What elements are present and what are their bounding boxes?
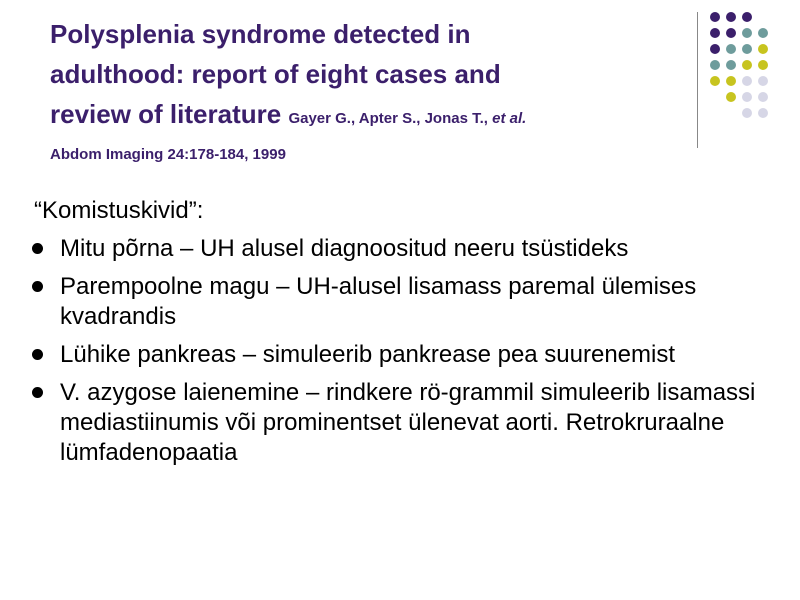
- bullet-dot-icon: [32, 349, 43, 360]
- decorative-dot: [758, 92, 768, 102]
- decorative-dot: [710, 76, 720, 86]
- decorative-dot: [758, 28, 768, 38]
- slide-title: [50, 14, 690, 167]
- bullet-text: Mitu põrna – UH alusel diagnoositud neeru tsüstideks: [60, 235, 629, 262]
- bullet-dot-icon: [32, 281, 43, 292]
- decorative-dot: [726, 92, 736, 102]
- journal-reference: Abdom Imaging 24:178-184, 1999: [50, 146, 286, 163]
- decorative-dot: [742, 60, 752, 70]
- decorative-dot: [742, 28, 752, 38]
- decorative-dot: [726, 12, 736, 22]
- decorative-dot: [726, 60, 736, 70]
- decorative-dot: [726, 28, 736, 38]
- bullet-text: V. azygose laienemine – rindkere rö-grammil simuleerib lisamassi mediastiinumis või prominentset ülenevat aorti. Retrokruraalne lümfadenopaatia: [60, 379, 756, 466]
- bullet-text: Lühike pankreas – simuleerib pankrease pea suurenemist: [60, 341, 676, 368]
- title-line-3: [50, 94, 690, 139]
- bullet-item: [30, 378, 770, 468]
- intro-text: “Komistuskivid”:: [34, 197, 204, 224]
- decorative-dot: [710, 60, 720, 70]
- decorative-dot: [710, 28, 720, 38]
- title-line-3-text: review of literature: [50, 99, 282, 129]
- bullet-list: [30, 234, 770, 468]
- bullet-dot-icon: [32, 387, 43, 398]
- decorative-dot: [758, 108, 768, 118]
- decorative-dot: [726, 76, 736, 86]
- decorative-dot: [758, 76, 768, 86]
- decorative-dot: [710, 44, 720, 54]
- bullet-item: [30, 234, 770, 264]
- decorative-dot: [758, 44, 768, 54]
- decorative-dot-grid: [710, 12, 790, 132]
- decorative-dot: [742, 108, 752, 118]
- decorative-dot: [726, 44, 736, 54]
- et-al-text: et al.: [492, 110, 527, 127]
- decorative-dot: [742, 92, 752, 102]
- title-divider: [697, 12, 698, 148]
- title-line-2: adulthood: report of eight cases and: [50, 59, 501, 89]
- decorative-dot: [742, 76, 752, 86]
- bullet-text: Parempoolne magu – UH-alusel lisamass paremal ülemises kvadrandis: [60, 273, 697, 330]
- bullet-dot-icon: [32, 243, 43, 254]
- decorative-dot: [710, 12, 720, 22]
- title-authors: [288, 110, 526, 127]
- decorative-dot: [742, 44, 752, 54]
- authors-text: Gayer G., Apter S., Jonas T.,: [288, 110, 488, 127]
- bullet-item: [30, 340, 770, 370]
- bullet-item: [30, 272, 770, 332]
- decorative-dot: [758, 60, 768, 70]
- decorative-dot: [742, 12, 752, 22]
- title-line-1: Polysplenia syndrome detected in: [50, 19, 471, 49]
- slide-body: [30, 196, 770, 476]
